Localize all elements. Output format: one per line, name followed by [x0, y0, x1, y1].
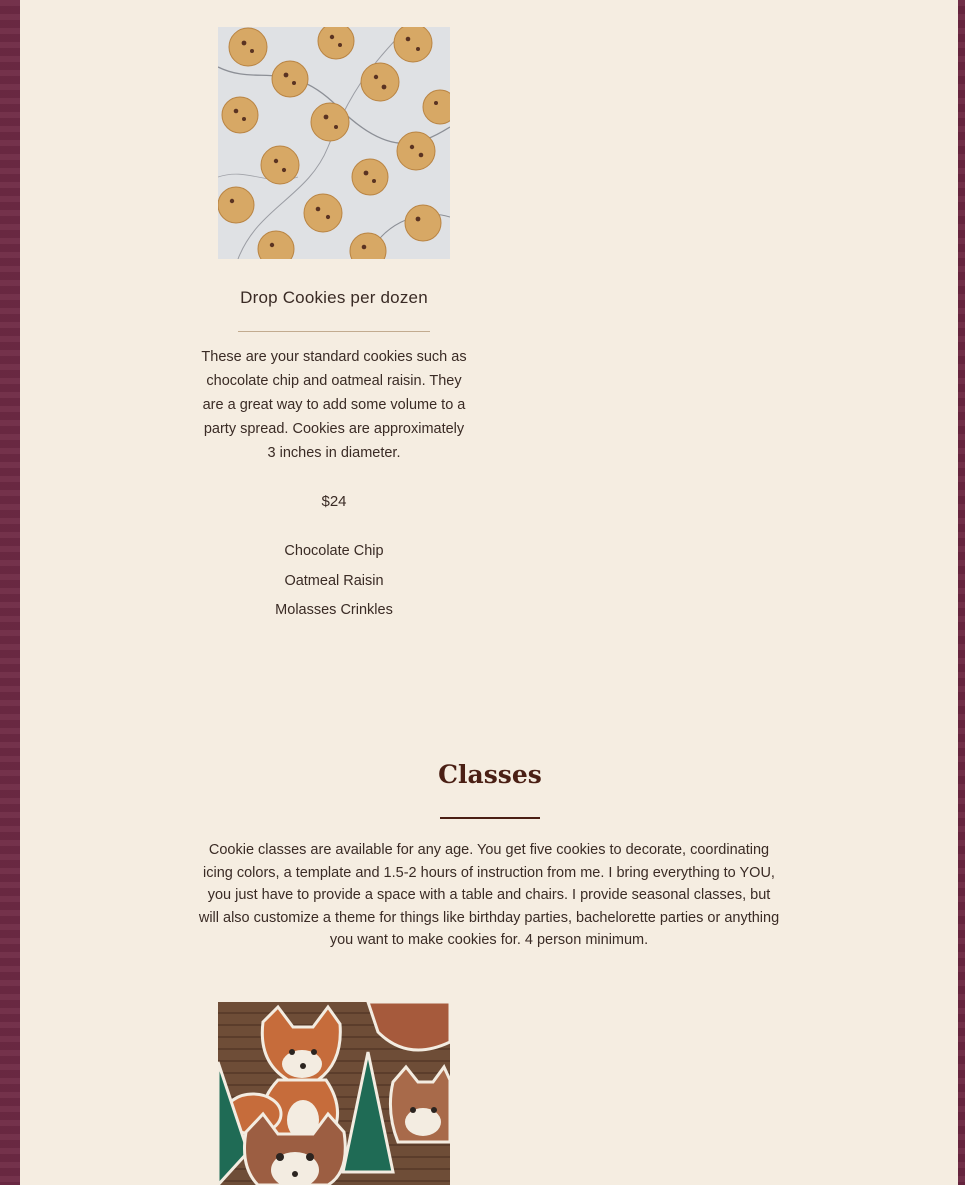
- drop-cookies-image: [218, 27, 450, 259]
- product-divider: [238, 331, 430, 332]
- product-description: These are your standard cookies such as chocolate chip and oatmeal raisin. They are a great way to add some volume to a party spread. Cookies are approximately 3 inches in diameter.: [201, 349, 467, 461]
- product-title: Drop Cookies per dozen: [240, 288, 428, 307]
- flavor-list: [178, 540, 490, 629]
- classes-description: Cookie classes are available for any age. You get five cookies to decorate, coordinating icing colors, a template and 1.5-2 hours of instruction from me. I bring everything to YOU, you just have to provide a space with a table and chairs. I provide seasonal classes, but will also customize a theme for things like birthday parties, bachelorette parties or anything you want to make cookies for. 4 person minimum.: [198, 842, 780, 948]
- class-cookies-image: [218, 1002, 450, 1185]
- flavor-item: Oatmeal Raisin: [284, 572, 384, 589]
- flavor-item: Chocolate Chip: [284, 543, 384, 559]
- classes-divider: [440, 817, 540, 819]
- product-price: $24: [321, 493, 347, 510]
- classes-heading: Classes: [438, 760, 542, 789]
- content-page: [20, 0, 958, 1185]
- flavor-item: Molasses Crinkles: [275, 602, 393, 618]
